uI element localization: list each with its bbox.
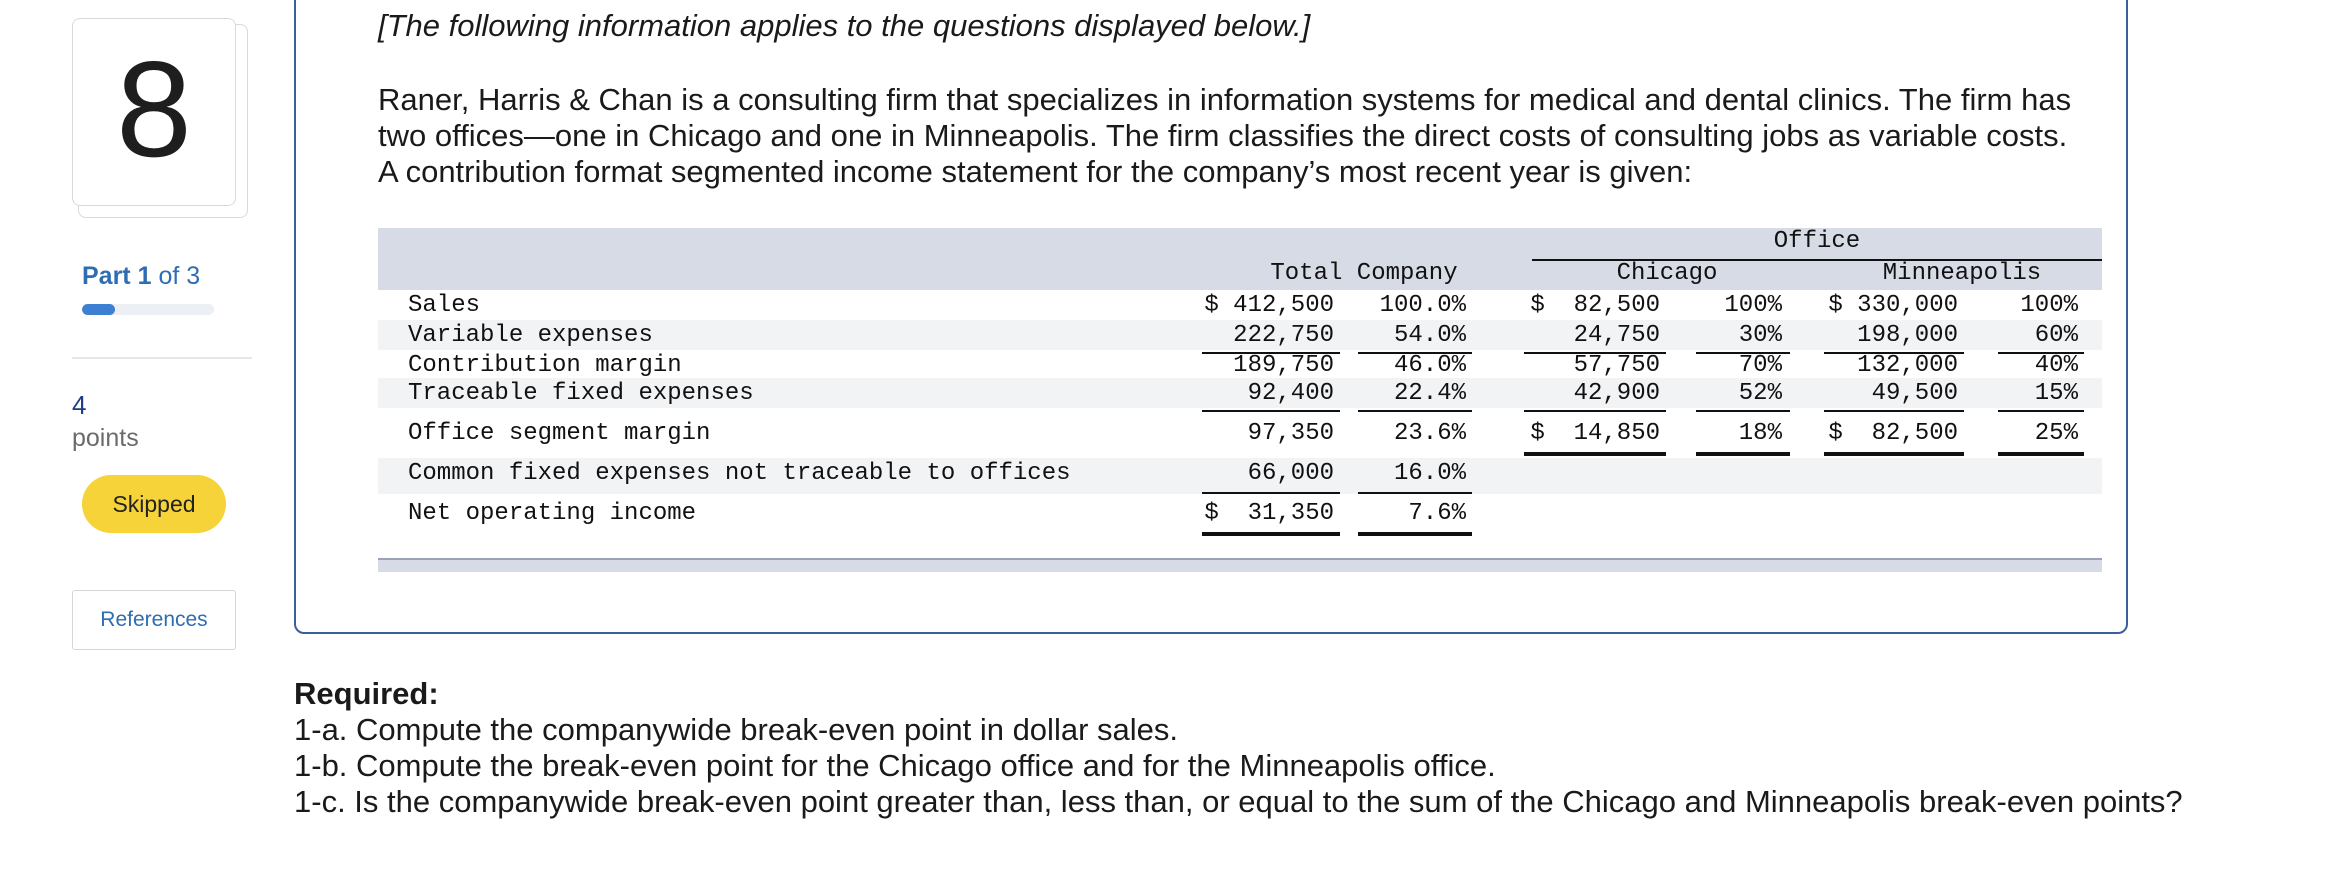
rail-divider [72, 357, 252, 359]
status-badge-skipped: Skipped [82, 475, 226, 533]
cell-total: 189,750 [1233, 352, 1334, 379]
col-header-chicago: Chicago [1616, 260, 1718, 287]
segmented-income-statement [378, 228, 2102, 570]
cell-total-pct: 54.0% [1393, 322, 1466, 349]
points-label: points [72, 424, 139, 452]
row-label: Traceable fixed expenses [408, 380, 754, 407]
cell-total: 222,750 [1233, 322, 1334, 349]
part-current: 1 [137, 262, 152, 290]
cell-total: 97,350 [1247, 420, 1334, 447]
col-header-total: Total Company [1270, 260, 1458, 287]
cell-chicago: 42,900 [1573, 380, 1660, 407]
total-double-rule [1696, 452, 1790, 456]
question-number: 8 [116, 33, 192, 185]
cell-minneapolis: 49,500 [1871, 380, 1958, 407]
required-item-1b: 1-b. Compute the break-even point for the Chicago office and for the Minneapolis office. [294, 748, 1496, 783]
required-item-1a: 1-a. Compute the companywide break-even point in dollar sales. [294, 712, 1178, 747]
cell-total: 66,000 [1247, 460, 1334, 487]
subtotal-rule [1202, 492, 1340, 494]
row-label: Office segment margin [408, 420, 711, 447]
cell-total-pct: 7.6% [1408, 500, 1466, 527]
part-indicator [82, 262, 200, 291]
total-double-rule [1202, 532, 1340, 536]
row-label: Common fixed expenses not traceable to offices [408, 460, 1071, 487]
row-label: Net operating income [408, 500, 697, 527]
cell-chicago: 24,750 [1573, 322, 1660, 349]
cell-total: 92,400 [1247, 380, 1334, 407]
statement-footer-band [378, 558, 2102, 572]
cell-total-pct: 100.0% [1379, 292, 1466, 319]
points-value: 4 [72, 390, 87, 420]
cell-chicago: $ 14,850 [1530, 420, 1660, 447]
row-label: Contribution margin [408, 352, 682, 379]
cell-minneapolis: $ 330,000 [1828, 292, 1958, 319]
subtotal-rule [1358, 410, 1472, 412]
part-progress-bar [82, 304, 214, 315]
total-double-rule [1524, 452, 1666, 456]
cell-total: $ 31,350 [1204, 500, 1334, 527]
cell-chicago-pct: 30% [1738, 322, 1782, 349]
cell-minneapolis: 132,000 [1857, 352, 1958, 379]
subtotal-rule [1696, 410, 1790, 412]
subtotal-rule [1824, 410, 1964, 412]
cell-chicago-pct: 52% [1738, 380, 1782, 407]
subtotal-rule [1998, 410, 2084, 412]
row-label: Variable expenses [408, 322, 653, 349]
required-section [294, 676, 2194, 820]
cell-chicago: $ 82,500 [1530, 292, 1660, 319]
cell-minneapolis-pct: 100% [2020, 292, 2078, 319]
col-header-minneapolis: Minneapolis [1882, 260, 2042, 287]
cell-chicago-pct: 18% [1738, 420, 1782, 447]
cell-minneapolis-pct: 40% [2034, 352, 2078, 379]
subtotal-rule [1202, 410, 1340, 412]
cell-total-pct: 22.4% [1393, 380, 1466, 407]
part-of-total: of 3 [158, 262, 201, 290]
cell-total-pct: 16.0% [1393, 460, 1466, 487]
cell-chicago-pct: 70% [1738, 352, 1782, 379]
part-label: Part [82, 262, 131, 290]
subtotal-rule [1524, 410, 1666, 412]
required-item-1c: 1-c. Is the companywide break-even point greater than, less than, or equal to the sum of the Chicago and Minneapolis break-even points? [294, 784, 2183, 819]
subtotal-rule [1358, 492, 1472, 494]
total-double-rule [1998, 452, 2084, 456]
cell-minneapolis-pct: 15% [2034, 380, 2078, 407]
question-number-card [72, 18, 236, 206]
part-progress-fill [82, 304, 115, 315]
cell-minneapolis: $ 82,500 [1828, 420, 1958, 447]
cell-total: $ 412,500 [1204, 292, 1334, 319]
cell-minneapolis: 198,000 [1857, 322, 1958, 349]
total-double-rule [1358, 532, 1472, 536]
office-header: Office [1773, 228, 1861, 255]
info-paragraph: Raner, Harris & Chan is a consulting firm that specializes in information systems for medical and dental clinics. The firm has two offices—one in Chicago and one in Minneapolis. The firm classifies the direct costs of consulting jobs as variable costs. A contribution format segmented income statement for the company’s most recent year is given: [378, 82, 2072, 189]
cell-total-pct: 23.6% [1393, 420, 1466, 447]
total-double-rule [1824, 452, 1964, 456]
cell-minneapolis-pct: 60% [2034, 322, 2078, 349]
cell-chicago: 57,750 [1573, 352, 1660, 379]
references-button[interactable]: References [72, 590, 236, 650]
required-title: Required: [294, 676, 439, 711]
cell-minneapolis-pct: 25% [2034, 420, 2078, 447]
info-intro: [The following information applies to the questions displayed below.] [378, 8, 1311, 43]
cell-chicago-pct: 100% [1724, 292, 1782, 319]
cell-total-pct: 46.0% [1393, 352, 1466, 379]
row-label: Sales [408, 292, 481, 319]
